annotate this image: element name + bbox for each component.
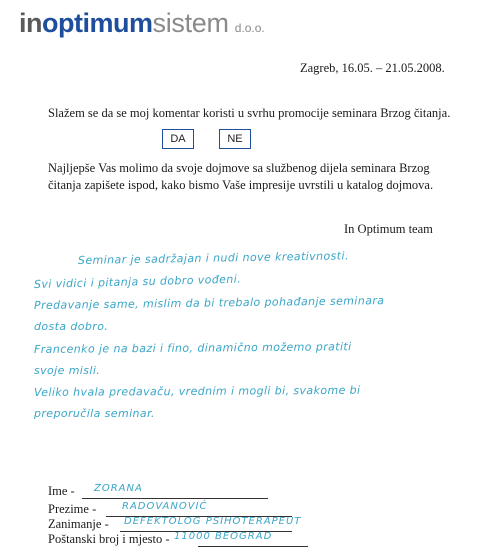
occupation-row — [48, 516, 302, 532]
document-date: Zagreb, 16.05. – 21.05.2008. — [300, 61, 445, 75]
consent-statement: Slažem se da se moj komentar koristi u svrhu promocije seminara Brzog čitanja. — [48, 106, 451, 120]
postal-row — [48, 531, 273, 547]
name-label: Ime - — [48, 484, 75, 498]
name-row — [48, 483, 143, 499]
logo-part-sistem: sistem — [152, 8, 229, 38]
handwritten-line: svoje misli. — [34, 364, 101, 377]
surname-row — [48, 501, 208, 517]
occupation-label: Zanimanje - — [48, 517, 109, 531]
surname-field[interactable]: RADOVANOVIĆ — [122, 501, 208, 512]
postal-label: Poštanski broj i mjesto - — [48, 532, 170, 546]
logo-suffix: d.o.o. — [234, 21, 265, 35]
handwritten-line: Svi vidici i pitanja su dobro vođeni. — [33, 272, 242, 291]
handwritten-line: Predavanje same, mislim da bi trebalo pohađanje seminara — [33, 294, 385, 312]
logo-part-optimum: optimum — [42, 8, 153, 38]
handwritten-line: Veliko hvala predavaču, vrednim i mogli bi, svakome bi — [33, 383, 361, 399]
team-signature: In Optimum team — [344, 222, 433, 236]
logo-part-in: in — [19, 8, 42, 38]
feedback-request-text: Najljepše Vas molimo da svoje dojmove sa službenog dijela seminara Brzog čitanja zapišete ispod, kako bismo Vaše impresije uvrstili u katalog dojmova. — [48, 161, 434, 192]
handwritten-line: preporučila seminar. — [34, 407, 155, 420]
handwritten-line: dosta dobro. — [34, 320, 109, 333]
occupation-field[interactable]: DEFEKTOLOG PSIHOTERAPEUT — [124, 516, 302, 527]
consent-no-checkbox[interactable]: NE — [219, 129, 251, 149]
surname-label: Prezime - — [48, 502, 97, 516]
name-field[interactable]: ZORANA — [94, 483, 143, 494]
handwritten-line: Francenko je na bazi i fino, dinamično možemo pratiti — [33, 340, 352, 356]
handwritten-line: Seminar je sadržajan i nudi nove kreativnosti. — [77, 249, 349, 267]
company-logo — [19, 6, 265, 40]
postal-field[interactable]: 11000 BEOGRAD — [174, 531, 273, 542]
consent-yes-checkbox[interactable]: DA — [162, 129, 194, 149]
